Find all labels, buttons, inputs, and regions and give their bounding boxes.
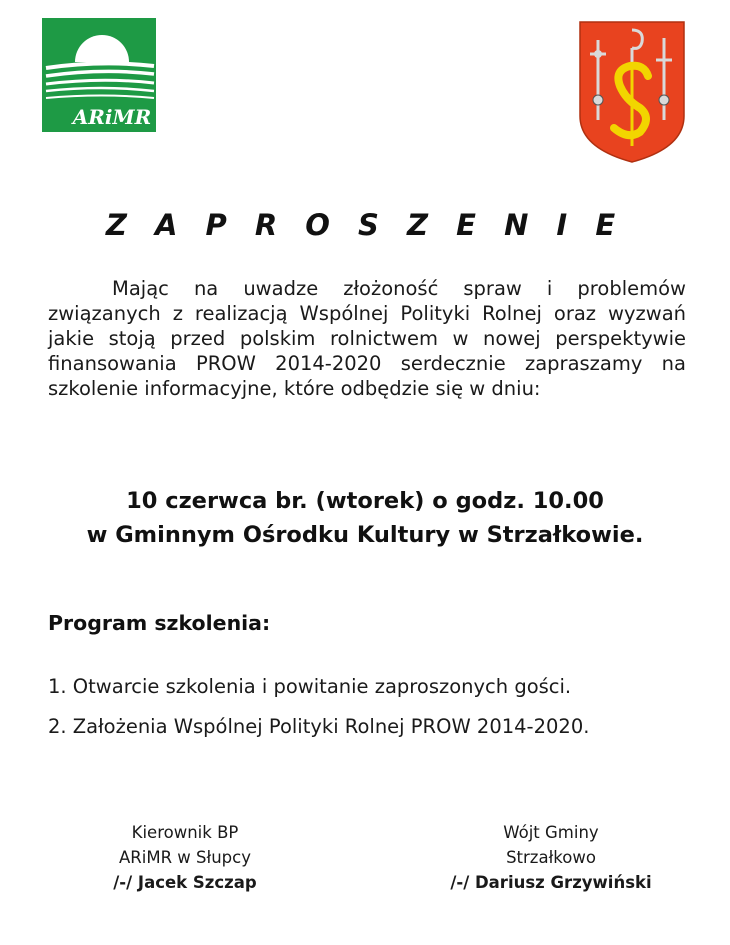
coat-of-arms-icon <box>578 20 686 164</box>
signature-left-role: Kierownik BP <box>131 823 239 842</box>
event-location: w Gminnym Ośrodku Kultury w Strzałkowie. <box>86 522 644 548</box>
invitation-paragraph-text: Mając na uwadze złożoność spraw i problemów związanych z realizacją Wspólnej Polityki Rolnej oraz wyzwań jakie stoją przed polskim rolnictwem w nowej perspektywie finansowania PROW 2014-2020 serdecznie zapraszamy na szkolenie informacyjne, które odbędzie się w dniu: <box>48 277 686 400</box>
invitation-paragraph <box>48 276 686 401</box>
event-date: 10 czerwca br. (wtorek) o godz. 10.00 <box>126 488 604 514</box>
signature-left <box>55 820 315 895</box>
signature-right-name: /-/ Dariusz Grzywiński <box>450 873 652 892</box>
program-list <box>48 674 589 754</box>
signature-right-role: Wójt Gminy <box>503 823 599 842</box>
signature-right-office: Strzałkowo <box>506 848 596 867</box>
signature-left-name: /-/ Jacek Szczap <box>113 873 257 892</box>
program-item: 2. Założenia Wspólnej Polityki Rolnej PROW 2014-2020. <box>48 715 590 738</box>
signature-left-office: ARiMR w Słupcy <box>119 848 251 867</box>
page-title: Z A P R O S Z E N I E <box>105 208 625 242</box>
arimr-logo <box>42 18 156 132</box>
program-heading: Program szkolenia: <box>48 611 271 635</box>
event-details <box>0 484 730 552</box>
signature-right <box>421 820 681 895</box>
arimr-logo-text: ARiMR <box>72 105 152 129</box>
program-item: 1. Otwarcie szkolenia i powitanie zaproszonych gości. <box>48 675 572 698</box>
